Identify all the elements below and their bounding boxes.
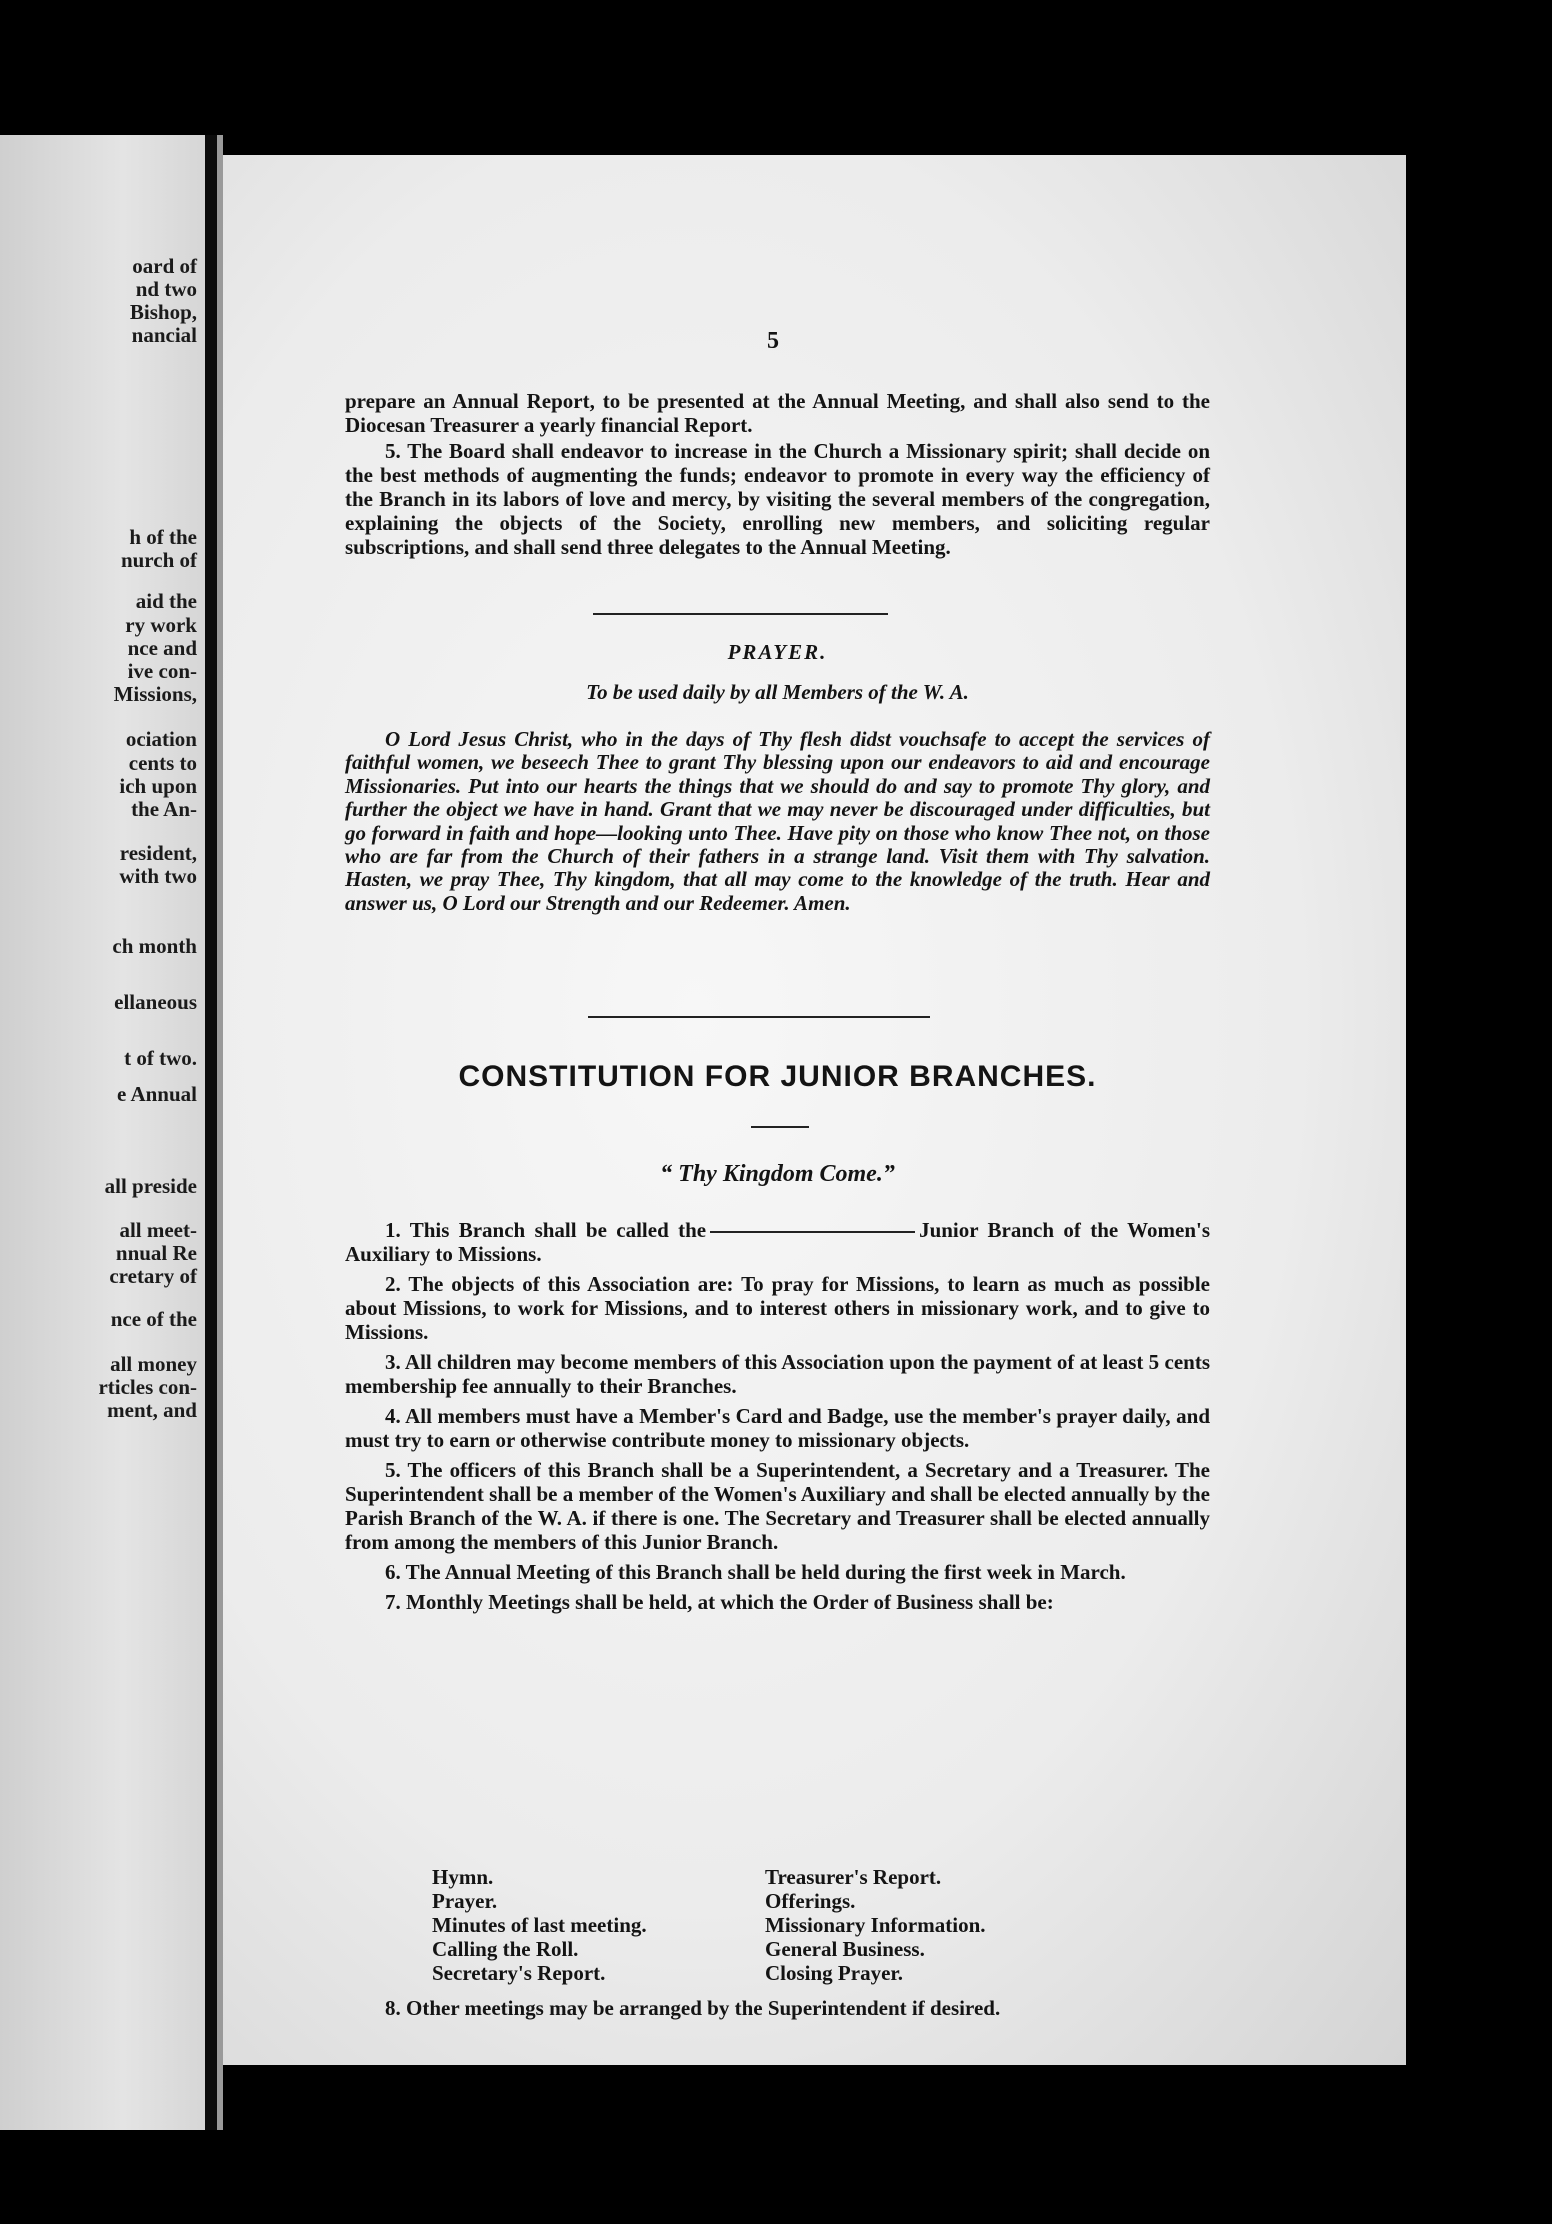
left-fragment: ociation	[125, 727, 197, 751]
articles	[345, 1218, 1210, 1614]
order-item: Minutes of last meeting.	[432, 1913, 647, 1937]
order-item: General Business.	[765, 1937, 925, 1961]
left-fragment: e Annual	[117, 1082, 197, 1106]
divider-rule	[588, 1016, 930, 1018]
order-of-business-left	[432, 1865, 647, 1985]
constitution-section	[345, 1060, 1210, 2065]
left-fragment: the An-	[131, 797, 197, 821]
article-1-rest: Junior Branch of the Women's Auxiliary to Missions.	[345, 1218, 1210, 1266]
left-fragment: cents to	[128, 751, 197, 775]
left-fragment: h of the	[129, 525, 197, 549]
order-item: Closing Prayer.	[765, 1961, 904, 1985]
name-blank	[710, 1231, 915, 1233]
left-fragment: ellaneous	[114, 990, 197, 1014]
article-1	[345, 1218, 1210, 1266]
left-fragment: cretary of	[109, 1264, 197, 1288]
left-fragment: Missions,	[113, 682, 197, 706]
constitution-heading: CONSTITUTION FOR JUNIOR BRANCHES.	[458, 1060, 1097, 1093]
prayer-text: O Lord Jesus Christ, who in the days of Thy flesh didst vouchsafe to accept the services of faithful women, we beseech Thee to grant Thy blessing upon our endeavors to aid and encourage Missionaries. Put into our hearts the things that we should do and say to promote Thy glory, and further the object we have in hand. Grant that we may never be discouraged under difficulties, but go forward in faith and hope—looking unto Thee. Have pity on those who know Thee not, on those who are far from the Church of their fathers in a strange land. Visit them with Thy salvation. Hasten, we pray Thee, Thy kingdom, that all may come to the knowledge of the truth. Hear and answer us, O Lord our Strength and our Redeemer. Amen.	[345, 727, 1210, 915]
prayer-subtitle: To be used daily by all Members of the W. A.	[586, 680, 969, 704]
left-fragment: ment, and	[107, 1398, 197, 1422]
article-5: 5. The officers of this Branch shall be a Superintendent, a Secretary and a Treasurer. The Superintendent shall be a member of the Women's Auxiliary and shall be elected annually by the Parish Branch of the W. A. if there is one. The Secretary and Treasurer shall be elected annually from among the members of this Junior Branch.	[345, 1458, 1210, 1554]
facing-page-left	[0, 135, 205, 2130]
order-of-business-right	[765, 1865, 986, 1985]
left-fragment: all meet-	[119, 1218, 197, 1242]
article-4: 4. All members must have a Member's Card and Badge, use the member's prayer daily, and must try to earn or otherwise contribute money to missionary objects.	[345, 1404, 1210, 1452]
order-item: Calling the Roll.	[432, 1937, 579, 1961]
continued-paragraph: prepare an Annual Report, to be presented at the Annual Meeting, and shall also send to the Diocesan Treasurer a yearly financial Report.	[345, 389, 1210, 437]
prayer-section	[345, 640, 1210, 940]
order-item: Prayer.	[432, 1889, 498, 1913]
paragraph-5: 5. The Board shall endeavor to increase in the Church a Missionary spirit; shall decide on the best methods of augmenting the funds; endeavor to promote in every way the efficiency of the Branch in its labors of love and mercy, by visiting the several members of the congregation, explaining the objects of the Society, enrolling new members, and soliciting regular subscriptions, and shall send three delegates to the Annual Meeting.	[345, 439, 1210, 559]
prayer-title: PRAYER.	[727, 640, 828, 664]
article-7: 7. Monthly Meetings shall be held, at which the Order of Business shall be:	[385, 1590, 1054, 1614]
order-item: Hymn.	[432, 1865, 494, 1889]
left-fragment: nce and	[127, 636, 197, 660]
left-fragment: nd two	[135, 277, 197, 301]
left-fragment: oard of	[132, 254, 197, 278]
left-fragment: all preside	[104, 1174, 197, 1198]
article-1-lead: 1. This Branch shall be called the	[385, 1218, 707, 1242]
book-gutter	[205, 135, 217, 2130]
page-number: 5	[767, 328, 779, 354]
page-right	[223, 155, 1406, 2065]
article-6: 6. The Annual Meeting of this Branch shall be held during the first week in March.	[385, 1560, 1126, 1584]
left-fragment: Bishop,	[129, 300, 197, 324]
left-fragment: ry work	[125, 613, 197, 637]
left-fragment: ch month	[112, 934, 197, 958]
article-3: 3. All children may become members of this Association upon the payment of at least 5 cents membership fee annually to their Branches.	[345, 1350, 1210, 1398]
order-item: Secretary's Report.	[432, 1961, 606, 1985]
left-fragment: nnual Re	[115, 1241, 197, 1265]
left-fragment: ich upon	[119, 774, 197, 798]
left-fragment: resident,	[119, 841, 197, 865]
order-item: Treasurer's Report.	[765, 1865, 942, 1889]
left-fragment: nce of the	[110, 1307, 197, 1331]
left-fragment: nurch of	[120, 548, 197, 572]
left-fragment: nancial	[131, 323, 197, 347]
left-fragment: with two	[119, 864, 197, 888]
left-fragment: all money	[110, 1352, 197, 1376]
order-item: Missionary Information.	[765, 1913, 986, 1937]
article-8: 8. Other meetings may be arranged by the Superintendent if desired.	[385, 1996, 1001, 2020]
motto: “ Thy Kingdom Come.”	[660, 1161, 895, 1187]
left-fragment: t of two.	[124, 1046, 197, 1070]
left-fragment: ive con-	[127, 659, 197, 683]
divider-rule	[593, 613, 888, 615]
left-fragment: aid the	[135, 589, 197, 613]
article-2: 2. The objects of this Association are: To pray for Missions, to learn as much as possible about Missions, to work for Missions, and to interest others in missionary work, and to give to Missions.	[345, 1272, 1210, 1344]
intro-section	[345, 389, 1210, 559]
left-fragment: rticles con-	[98, 1375, 197, 1399]
order-item: Offerings.	[765, 1889, 856, 1913]
short-rule	[751, 1126, 809, 1128]
